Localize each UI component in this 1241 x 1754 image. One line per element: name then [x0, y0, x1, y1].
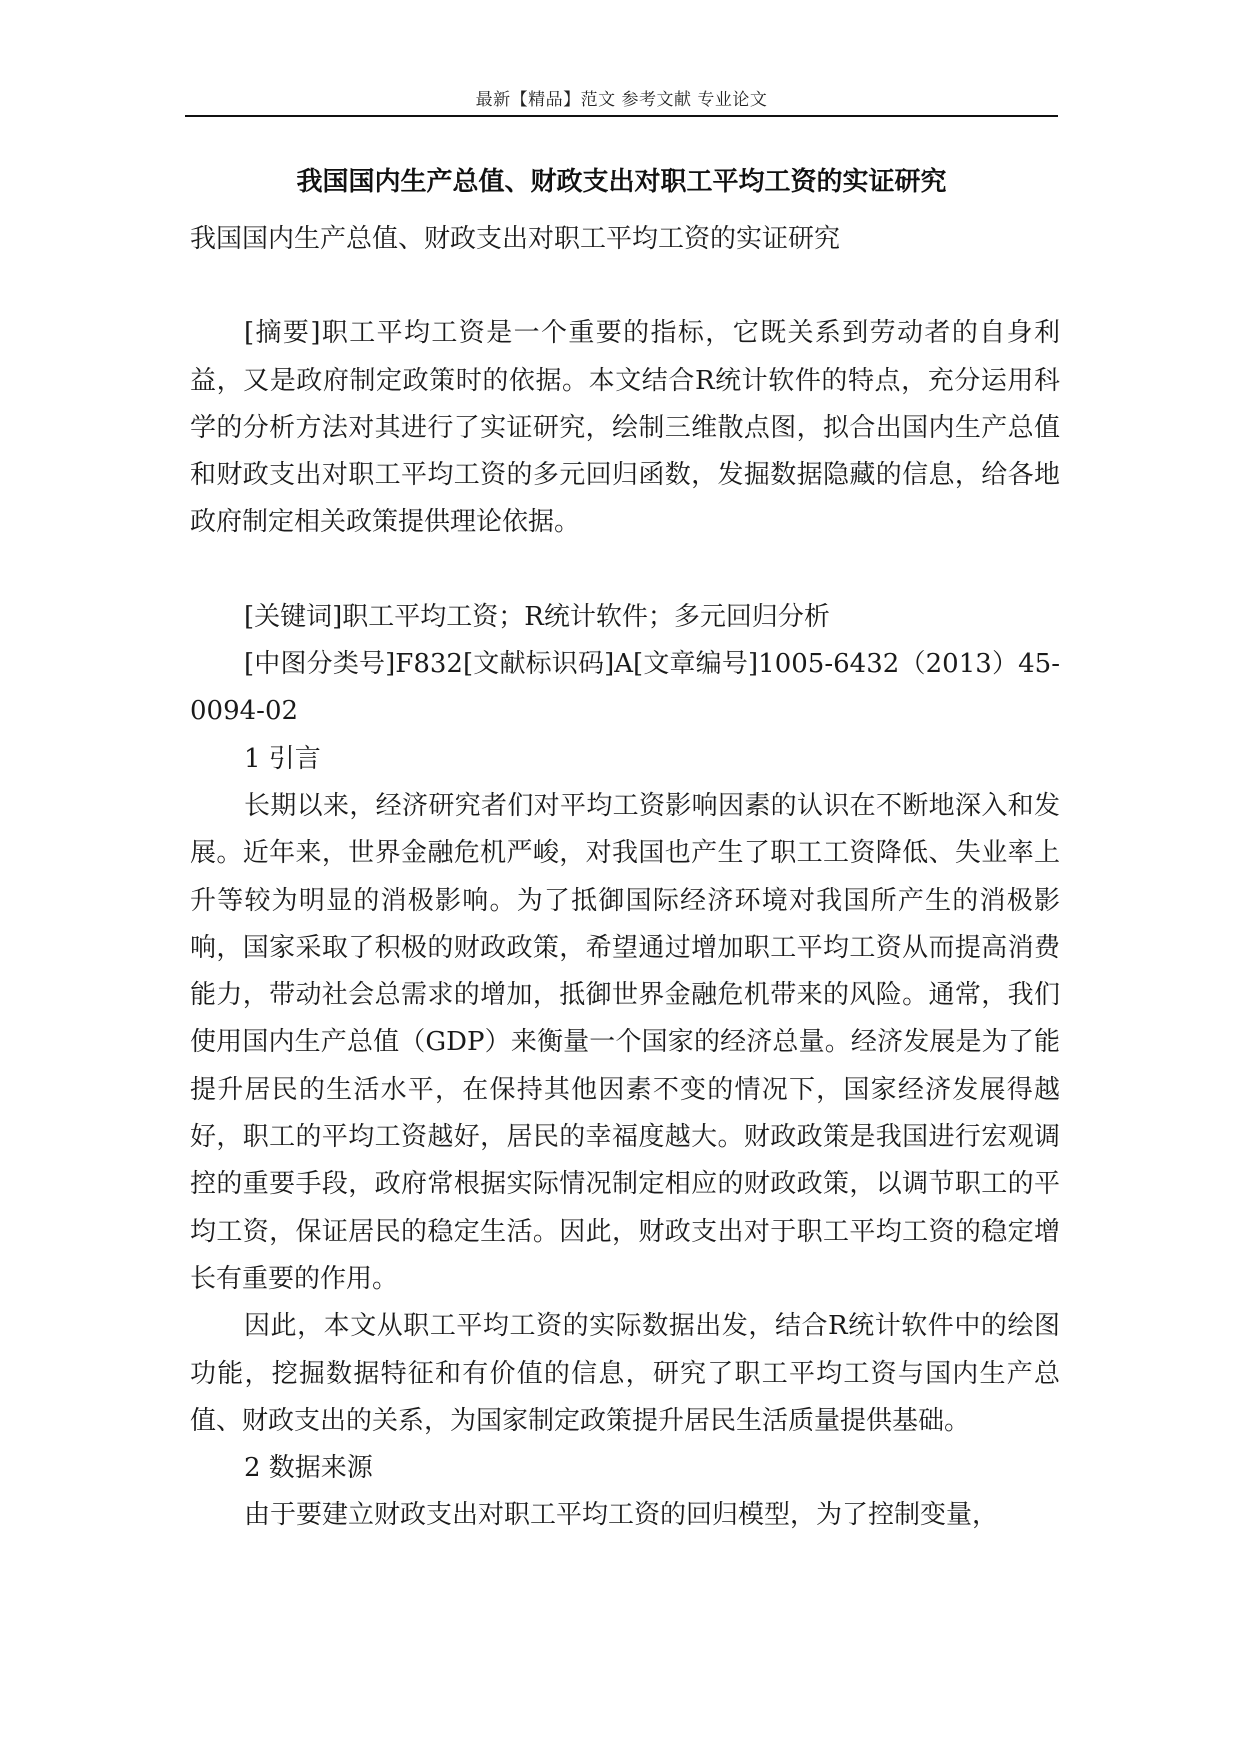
classification-line: [中图分类号]F832[文献标识码]A[文章编号]1005-6432（2013）45-0094-02: [190, 649, 1060, 727]
header-rule: [185, 115, 1058, 117]
section-heading: 1 引言: [244, 743, 321, 774]
abstract-paragraph: [摘要]职工平均工资是一个重要的指标，它既关系到劳动者的自身利益，又是政府制定政策时的依据。本文结合R统计软件的特点，充分运用科学的分析方法对其进行了实证研究，绘制三维散点图，拟合出国内生产总值和财政支出对职工平均工资的多元回归函数，发掘数据隐藏的信息，给各地政府制定相关政策提供理论依据。: [190, 318, 1060, 538]
document-body: [190, 216, 1060, 1540]
document-title: 我国国内生产总值、财政支出对职工平均工资的实证研究: [296, 167, 947, 197]
body-paragraph: 长期以来，经济研究者们对平均工资影响因素的认识在不断地深入和发展。近年来，世界金融危机严峻，对我国也产生了职工工资降低、失业率上升等较为明显的消极影响。为了抵御国际经济环境对我国所产生的消极影响，国家采取了积极的财政政策，希望通过增加职工平均工资从而提高消费能力，带动社会总需求的增加，抵御世界金融危机带来的风险。通常，我们使用国内生产总值（GDP）来衡量一个国家的经济总量。经济发展是为了能提升居民的生活水平，在保持其他因素不变的情况下，国家经济发展得越好，职工的平均工资越好，居民的幸福度越大。财政政策是我国进行宏观调控的重要手段，政府常根据实际情况制定相应的财政政策，以调节职工的平均工资，保证居民的稳定生活。因此，财政支出对于职工平均工资的稳定增长有重要的作用。: [190, 790, 1060, 1294]
body-paragraph: 因此，本文从职工平均工资的实际数据出发，结合R统计软件中的绘图功能，挖掘数据特征和有价值的信息，研究了职工平均工资与国内生产总值、财政支出的关系，为国家制定政策提升居民生活质量提供基础。: [190, 1311, 1060, 1436]
page-header: 最新【精品】范文 参考文献 专业论文: [475, 90, 768, 110]
body-paragraph: 由于要建立财政支出对职工平均工资的回归模型，为了控制变量，: [244, 1500, 999, 1531]
keywords-line: [关键词]职工平均工资；R统计软件；多元回归分析: [244, 601, 830, 632]
spacer: [190, 547, 1060, 594]
spacer: [190, 263, 1060, 310]
section-heading: 2 数据来源: [244, 1453, 373, 1484]
document-subtitle: 我国国内生产总值、财政支出对职工平均工资的实证研究: [190, 224, 841, 254]
